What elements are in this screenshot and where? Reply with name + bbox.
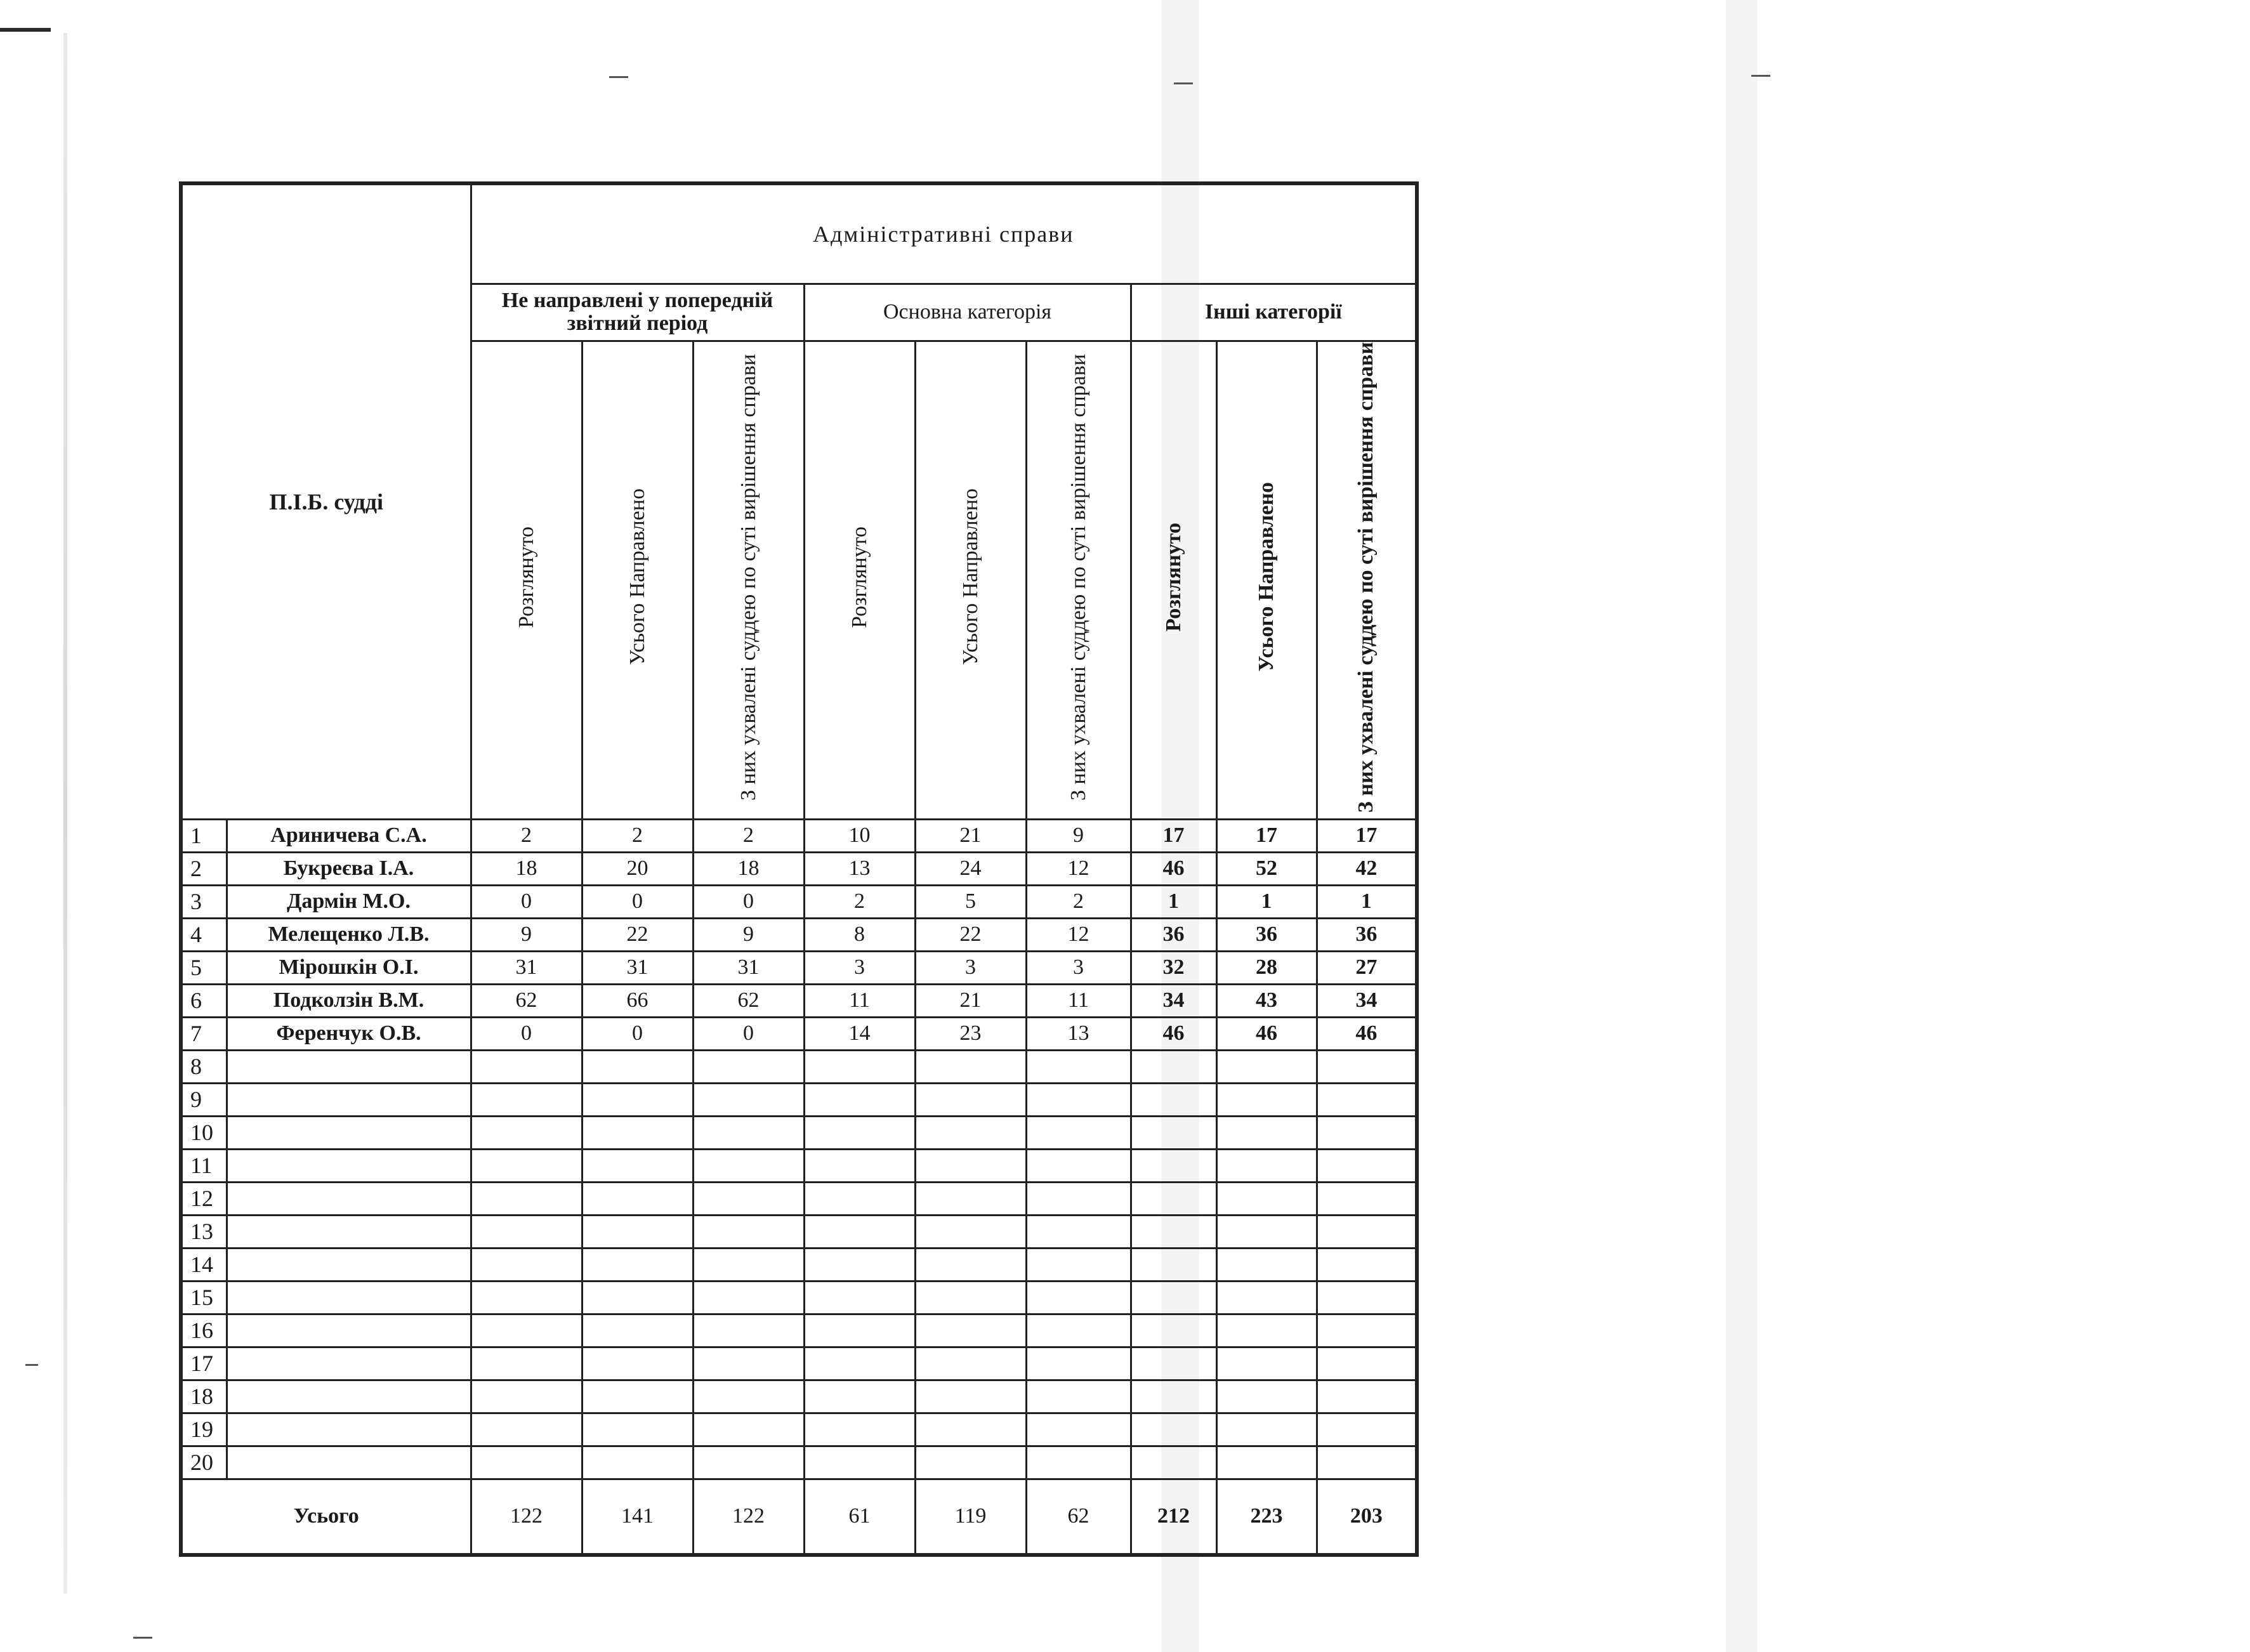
table-cell bbox=[471, 1182, 582, 1215]
table-cell bbox=[1216, 1380, 1317, 1413]
table-cell bbox=[1317, 1182, 1417, 1215]
table-cell bbox=[471, 1314, 582, 1347]
table-cell bbox=[915, 1050, 1026, 1083]
judge-name: Ариничева С.А. bbox=[227, 819, 471, 852]
table-cell bbox=[1131, 1182, 1216, 1215]
table-cell bbox=[693, 1314, 804, 1347]
table-cell bbox=[1026, 1446, 1131, 1479]
table-row bbox=[181, 1347, 1417, 1380]
total-cell: 62 bbox=[1026, 1479, 1131, 1555]
table-cell: 46 bbox=[1131, 1017, 1216, 1050]
row-number: 2 bbox=[181, 852, 227, 885]
table-cell: 13 bbox=[804, 852, 915, 885]
table-cell bbox=[471, 1347, 582, 1380]
table-cell bbox=[1216, 1149, 1317, 1182]
table-cell bbox=[915, 1215, 1026, 1248]
table-cell: 0 bbox=[471, 885, 582, 918]
table-cell bbox=[1216, 1413, 1317, 1446]
table-cell bbox=[693, 1116, 804, 1149]
judge-name: Подколзін В.М. bbox=[227, 984, 471, 1017]
table-cell: 2 bbox=[1026, 885, 1131, 918]
table-cell bbox=[915, 1116, 1026, 1149]
table-cell bbox=[915, 1380, 1026, 1413]
table-cell bbox=[471, 1413, 582, 1446]
judge-name bbox=[227, 1050, 471, 1083]
table-row bbox=[181, 1380, 1417, 1413]
total-cell: 223 bbox=[1216, 1479, 1317, 1555]
table-cell bbox=[1216, 1050, 1317, 1083]
table-cell bbox=[582, 1149, 693, 1182]
total-cell: 122 bbox=[693, 1479, 804, 1555]
scan-speck bbox=[133, 1637, 152, 1639]
row-number: 20 bbox=[181, 1446, 227, 1479]
row-number: 8 bbox=[181, 1050, 227, 1083]
table-cell bbox=[471, 1248, 582, 1281]
table-cell bbox=[1317, 1413, 1417, 1446]
table-cell: 1 bbox=[1216, 885, 1317, 918]
table-cell: 22 bbox=[915, 918, 1026, 951]
table-row bbox=[181, 852, 1417, 885]
table-cell bbox=[804, 1347, 915, 1380]
table-cell bbox=[1317, 1248, 1417, 1281]
table-cell bbox=[915, 1182, 1026, 1215]
table-row bbox=[181, 1116, 1417, 1149]
table-cell: 46 bbox=[1317, 1017, 1417, 1050]
table-cell: 42 bbox=[1317, 852, 1417, 885]
table-cell bbox=[1317, 1083, 1417, 1116]
table-cell bbox=[1317, 1380, 1417, 1413]
table-row bbox=[181, 1413, 1417, 1446]
table-cell bbox=[582, 1083, 693, 1116]
table-cell bbox=[1216, 1314, 1317, 1347]
table-cell: 9 bbox=[1026, 819, 1131, 852]
table-cell: 46 bbox=[1216, 1017, 1317, 1050]
table-cell bbox=[582, 1116, 693, 1149]
table-cell: 46 bbox=[1131, 852, 1216, 885]
row-number: 14 bbox=[181, 1248, 227, 1281]
total-cell: 119 bbox=[915, 1479, 1026, 1555]
row-number: 4 bbox=[181, 918, 227, 951]
table-row bbox=[181, 1248, 1417, 1281]
table-cell bbox=[693, 1050, 804, 1083]
table-cell bbox=[1026, 1116, 1131, 1149]
table-cell bbox=[1131, 1149, 1216, 1182]
table-cell: 34 bbox=[1131, 984, 1216, 1017]
table-cell bbox=[582, 1413, 693, 1446]
table-cell bbox=[693, 1215, 804, 1248]
table-title: Адміністративні справи bbox=[471, 183, 1417, 284]
table-cell bbox=[693, 1380, 804, 1413]
table-cell: 3 bbox=[1026, 951, 1131, 984]
table-cell bbox=[1317, 1446, 1417, 1479]
table-cell bbox=[693, 1248, 804, 1281]
table-cell bbox=[471, 1281, 582, 1314]
table-cell: 3 bbox=[804, 951, 915, 984]
table-cell bbox=[1026, 1149, 1131, 1182]
total-cell: 61 bbox=[804, 1479, 915, 1555]
table-cell bbox=[693, 1083, 804, 1116]
table-cell: 62 bbox=[693, 984, 804, 1017]
judge-name: Дармін М.О. bbox=[227, 885, 471, 918]
table-cell: 24 bbox=[915, 852, 1026, 885]
table-cell bbox=[693, 1182, 804, 1215]
table-cell: 62 bbox=[471, 984, 582, 1017]
table-cell bbox=[1317, 1314, 1417, 1347]
table-cell bbox=[915, 1083, 1026, 1116]
table-cell bbox=[915, 1314, 1026, 1347]
table-cell: 28 bbox=[1216, 951, 1317, 984]
table-cell bbox=[804, 1182, 915, 1215]
judge-name bbox=[227, 1116, 471, 1149]
table-cell bbox=[1026, 1314, 1131, 1347]
group-header-prev-period: Не направлені у попередній звітний період bbox=[471, 284, 804, 341]
table-cell: 5 bbox=[915, 885, 1026, 918]
table-cell: 2 bbox=[471, 819, 582, 852]
table-cell: 12 bbox=[1026, 918, 1131, 951]
row-number: 17 bbox=[181, 1347, 227, 1380]
table-cell: 31 bbox=[471, 951, 582, 984]
table-cell: 1 bbox=[1317, 885, 1417, 918]
column-header bbox=[1026, 341, 1131, 819]
table-cell: 36 bbox=[1216, 918, 1317, 951]
scan-speck bbox=[1174, 82, 1193, 84]
table-cell bbox=[915, 1347, 1026, 1380]
judge-name bbox=[227, 1314, 471, 1347]
total-label: Усього bbox=[181, 1479, 471, 1555]
table-cell bbox=[471, 1446, 582, 1479]
table-cell bbox=[1131, 1347, 1216, 1380]
table-cell bbox=[693, 1281, 804, 1314]
table-cell bbox=[1216, 1446, 1317, 1479]
table-row bbox=[181, 1314, 1417, 1347]
table-cell: 2 bbox=[693, 819, 804, 852]
column-header-label: Розглянуто bbox=[847, 526, 871, 628]
table-cell bbox=[915, 1413, 1026, 1446]
table-cell: 18 bbox=[693, 852, 804, 885]
column-header bbox=[1317, 341, 1417, 819]
table-cell bbox=[1317, 1050, 1417, 1083]
table-cell: 1 bbox=[1131, 885, 1216, 918]
table-cell: 23 bbox=[915, 1017, 1026, 1050]
table-row bbox=[181, 1017, 1417, 1050]
total-cell: 203 bbox=[1317, 1479, 1417, 1555]
judge-name bbox=[227, 1413, 471, 1446]
table-cell bbox=[804, 1380, 915, 1413]
table-cell: 21 bbox=[915, 819, 1026, 852]
table-cell bbox=[1216, 1083, 1317, 1116]
table-cell: 9 bbox=[471, 918, 582, 951]
row-number: 10 bbox=[181, 1116, 227, 1149]
table-cell bbox=[804, 1281, 915, 1314]
table-cell bbox=[1131, 1446, 1216, 1479]
table-row bbox=[181, 1446, 1417, 1479]
judge-name bbox=[227, 1446, 471, 1479]
table-cell: 52 bbox=[1216, 852, 1317, 885]
table-cell: 17 bbox=[1317, 819, 1417, 852]
table-cell bbox=[804, 1248, 915, 1281]
column-header bbox=[915, 341, 1026, 819]
table-cell bbox=[804, 1413, 915, 1446]
scan-shadow-band bbox=[1726, 0, 1758, 1652]
table-cell bbox=[1317, 1281, 1417, 1314]
table-row bbox=[181, 819, 1417, 852]
table-cell bbox=[471, 1215, 582, 1248]
table-cell bbox=[1026, 1413, 1131, 1446]
table-row bbox=[181, 1281, 1417, 1314]
column-header bbox=[693, 341, 804, 819]
judge-name: Букреєва І.А. bbox=[227, 852, 471, 885]
table-cell bbox=[1317, 1215, 1417, 1248]
row-number: 9 bbox=[181, 1083, 227, 1116]
table-cell bbox=[804, 1083, 915, 1116]
row-number: 16 bbox=[181, 1314, 227, 1347]
table-cell bbox=[1317, 1149, 1417, 1182]
table-cell: 10 bbox=[804, 819, 915, 852]
table-row bbox=[181, 885, 1417, 918]
table-cell: 14 bbox=[804, 1017, 915, 1050]
table-cell bbox=[1026, 1050, 1131, 1083]
report-sheet bbox=[179, 181, 1419, 1557]
table-cell: 43 bbox=[1216, 984, 1317, 1017]
column-header-label: Усього Направлено bbox=[1254, 482, 1279, 672]
column-header-label: З них ухвалені суддею по суті вирішення справи bbox=[1354, 341, 1378, 813]
table-cell bbox=[582, 1050, 693, 1083]
column-header-label: Усього Направлено bbox=[958, 488, 982, 665]
row-number: 13 bbox=[181, 1215, 227, 1248]
table-cell bbox=[471, 1050, 582, 1083]
row-number: 6 bbox=[181, 984, 227, 1017]
judge-name bbox=[227, 1380, 471, 1413]
table-cell: 31 bbox=[582, 951, 693, 984]
judge-name bbox=[227, 1248, 471, 1281]
table-cell bbox=[1216, 1116, 1317, 1149]
judge-name-header: П.І.Б. судді bbox=[181, 183, 471, 819]
table-cell bbox=[1131, 1413, 1216, 1446]
table-row bbox=[181, 984, 1417, 1017]
column-header-label: З них ухвалені суддею по суті вирішення справи bbox=[1066, 353, 1090, 801]
judge-name bbox=[227, 1347, 471, 1380]
table-cell bbox=[915, 1281, 1026, 1314]
table-cell bbox=[1026, 1347, 1131, 1380]
judge-name bbox=[227, 1083, 471, 1116]
table-cell bbox=[1131, 1083, 1216, 1116]
table-cell bbox=[582, 1215, 693, 1248]
table-cell bbox=[804, 1314, 915, 1347]
table-cell bbox=[804, 1149, 915, 1182]
table-cell: 18 bbox=[471, 852, 582, 885]
table-cell bbox=[693, 1413, 804, 1446]
column-header-label: Усього Направлено bbox=[625, 488, 649, 665]
table-cell bbox=[915, 1446, 1026, 1479]
table-cell bbox=[1131, 1314, 1216, 1347]
table-cell: 32 bbox=[1131, 951, 1216, 984]
table-cell bbox=[1026, 1182, 1131, 1215]
table-cell bbox=[693, 1446, 804, 1479]
table-cell bbox=[804, 1116, 915, 1149]
cases-table bbox=[179, 181, 1419, 1557]
table-cell: 36 bbox=[1131, 918, 1216, 951]
table-row bbox=[181, 1149, 1417, 1182]
table-cell bbox=[915, 1248, 1026, 1281]
row-number: 1 bbox=[181, 819, 227, 852]
total-cell: 212 bbox=[1131, 1479, 1216, 1555]
table-cell bbox=[1216, 1281, 1317, 1314]
table-cell: 20 bbox=[582, 852, 693, 885]
table-cell bbox=[1131, 1050, 1216, 1083]
table-cell: 34 bbox=[1317, 984, 1417, 1017]
table-cell bbox=[693, 1347, 804, 1380]
table-cell bbox=[471, 1083, 582, 1116]
table-cell: 9 bbox=[693, 918, 804, 951]
table-cell: 0 bbox=[693, 885, 804, 918]
scan-corner-mark bbox=[0, 28, 51, 32]
column-header bbox=[1131, 341, 1216, 819]
table-row bbox=[181, 951, 1417, 984]
table-cell bbox=[1131, 1248, 1216, 1281]
judge-name bbox=[227, 1281, 471, 1314]
table-cell: 3 bbox=[915, 951, 1026, 984]
table-cell: 66 bbox=[582, 984, 693, 1017]
table-cell: 13 bbox=[1026, 1017, 1131, 1050]
column-header bbox=[804, 341, 915, 819]
table-cell bbox=[1026, 1215, 1131, 1248]
row-number: 12 bbox=[181, 1182, 227, 1215]
row-number: 19 bbox=[181, 1413, 227, 1446]
judge-name: Ференчук О.В. bbox=[227, 1017, 471, 1050]
table-cell bbox=[1131, 1281, 1216, 1314]
scan-speck bbox=[609, 76, 628, 78]
table-cell bbox=[804, 1446, 915, 1479]
table-cell: 36 bbox=[1317, 918, 1417, 951]
table-cell bbox=[471, 1116, 582, 1149]
column-header-label: Розглянуто bbox=[1161, 522, 1185, 632]
row-number: 5 bbox=[181, 951, 227, 984]
scan-edge-line bbox=[63, 33, 67, 1594]
table-row bbox=[181, 1050, 1417, 1083]
table-cell bbox=[582, 1380, 693, 1413]
group-header-main-category: Основна категорія bbox=[804, 284, 1131, 341]
table-cell: 0 bbox=[693, 1017, 804, 1050]
table-cell bbox=[1131, 1215, 1216, 1248]
table-cell: 0 bbox=[471, 1017, 582, 1050]
table-cell bbox=[1216, 1215, 1317, 1248]
table-cell bbox=[1131, 1380, 1216, 1413]
row-number: 7 bbox=[181, 1017, 227, 1050]
table-cell: 17 bbox=[1131, 819, 1216, 852]
table-cell bbox=[1216, 1248, 1317, 1281]
table-cell bbox=[582, 1248, 693, 1281]
table-cell bbox=[1216, 1182, 1317, 1215]
row-number: 18 bbox=[181, 1380, 227, 1413]
table-cell bbox=[1317, 1347, 1417, 1380]
row-number: 15 bbox=[181, 1281, 227, 1314]
table-cell bbox=[1026, 1083, 1131, 1116]
table-row bbox=[181, 1215, 1417, 1248]
table-cell: 8 bbox=[804, 918, 915, 951]
table-row bbox=[181, 918, 1417, 951]
table-cell bbox=[1026, 1248, 1131, 1281]
table-cell bbox=[804, 1050, 915, 1083]
table-cell bbox=[471, 1380, 582, 1413]
table-cell bbox=[582, 1182, 693, 1215]
table-cell: 22 bbox=[582, 918, 693, 951]
judge-name bbox=[227, 1215, 471, 1248]
table-cell: 2 bbox=[804, 885, 915, 918]
table-cell bbox=[582, 1314, 693, 1347]
row-number: 3 bbox=[181, 885, 227, 918]
table-cell bbox=[915, 1149, 1026, 1182]
table-cell: 0 bbox=[582, 1017, 693, 1050]
table-cell bbox=[1317, 1116, 1417, 1149]
table-cell bbox=[1026, 1281, 1131, 1314]
table-cell bbox=[1026, 1380, 1131, 1413]
scan-speck bbox=[25, 1364, 38, 1366]
total-cell: 122 bbox=[471, 1479, 582, 1555]
table-cell bbox=[582, 1347, 693, 1380]
column-header bbox=[582, 341, 693, 819]
table-cell bbox=[1131, 1116, 1216, 1149]
table-cell bbox=[804, 1215, 915, 1248]
judge-name bbox=[227, 1182, 471, 1215]
table-cell: 11 bbox=[1026, 984, 1131, 1017]
judge-name: Мелещенко Л.В. bbox=[227, 918, 471, 951]
column-header-label: З них ухвалені суддею по суті вирішення справи bbox=[736, 353, 760, 801]
table-cell bbox=[582, 1281, 693, 1314]
judge-name bbox=[227, 1149, 471, 1182]
row-number: 11 bbox=[181, 1149, 227, 1182]
table-cell: 27 bbox=[1317, 951, 1417, 984]
table-cell bbox=[1216, 1347, 1317, 1380]
table-cell bbox=[582, 1446, 693, 1479]
column-header-label: Розглянуто bbox=[514, 526, 538, 628]
table-row bbox=[181, 1182, 1417, 1215]
table-cell: 21 bbox=[915, 984, 1026, 1017]
table-cell: 31 bbox=[693, 951, 804, 984]
table-row bbox=[181, 1083, 1417, 1116]
column-header bbox=[471, 341, 582, 819]
table-cell bbox=[471, 1149, 582, 1182]
scan-speck bbox=[1751, 75, 1770, 77]
table-cell: 17 bbox=[1216, 819, 1317, 852]
group-header-other-categories: Інші категорії bbox=[1131, 284, 1417, 341]
table-cell: 12 bbox=[1026, 852, 1131, 885]
table-cell: 11 bbox=[804, 984, 915, 1017]
table-cell: 2 bbox=[582, 819, 693, 852]
judge-name: Мірошкін О.І. bbox=[227, 951, 471, 984]
column-header bbox=[1216, 341, 1317, 819]
total-cell: 141 bbox=[582, 1479, 693, 1555]
table-cell: 0 bbox=[582, 885, 693, 918]
table-cell bbox=[693, 1149, 804, 1182]
